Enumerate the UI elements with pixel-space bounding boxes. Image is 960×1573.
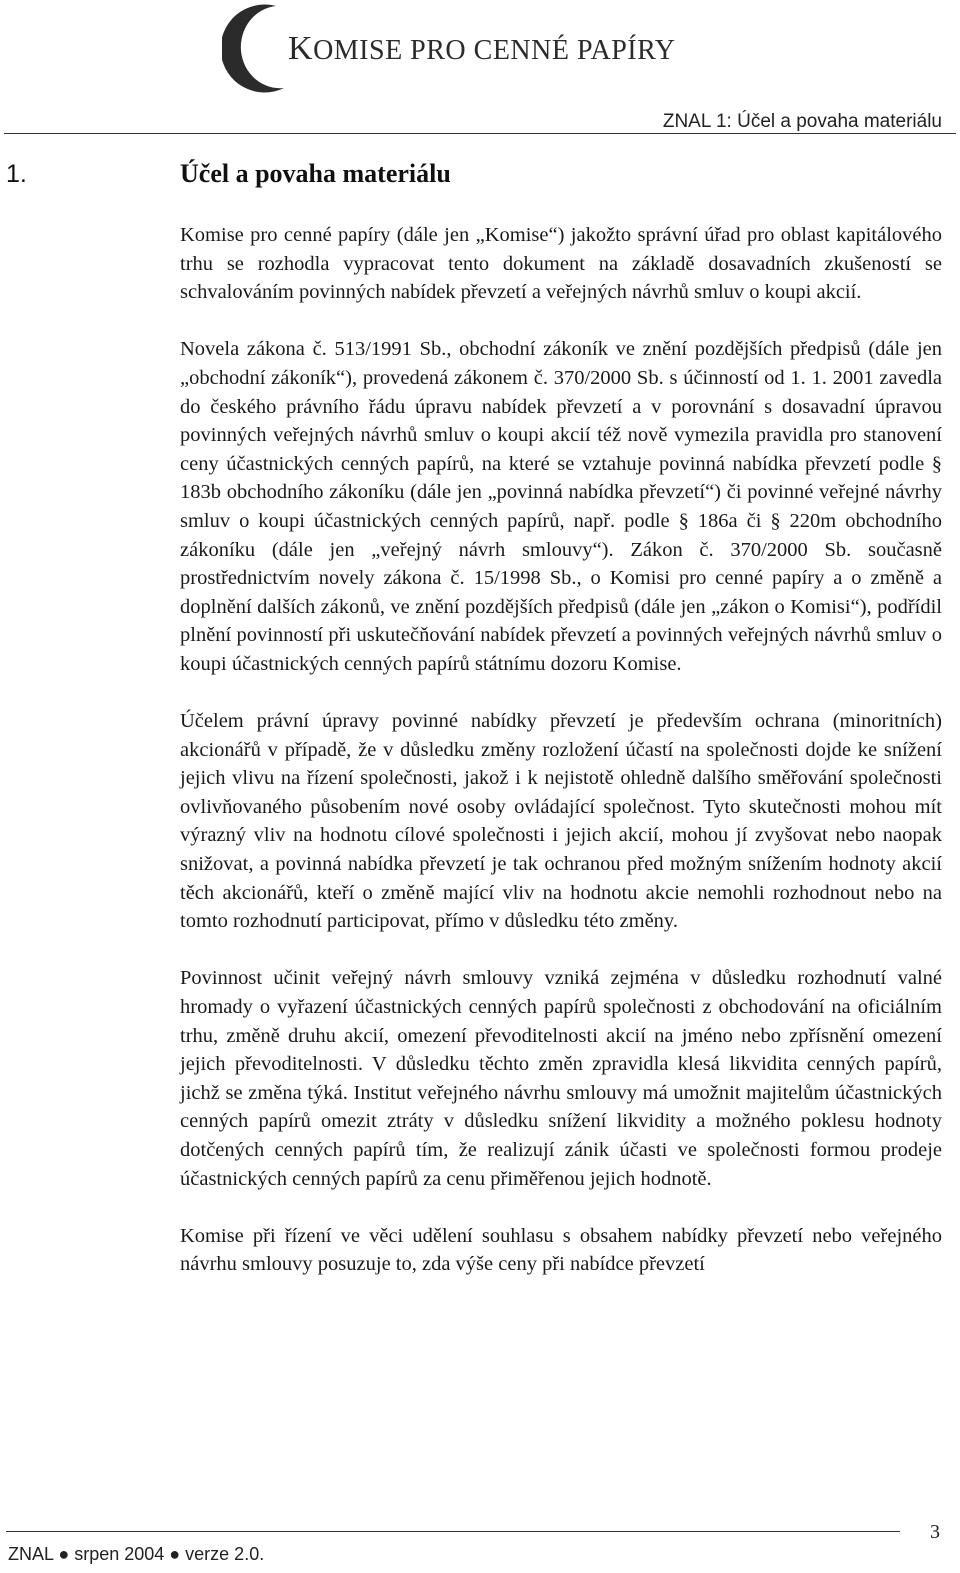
footer-label: ZNAL ● srpen 2004 ● verze 2.0. [8,1544,265,1564]
header-section-label: ZNAL 1: Účel a povaha materiálu [662,111,942,132]
logo-initial: K [288,30,314,67]
logo-wordmark [288,30,675,68]
paragraph: Novela zákona č. 513/1991 Sb., obchodní zákoník ve znění pozdějších předpisů (dále jen „obchodní zákoník“), provedená zákonem č. 370/2000 Sb. s účinností od 1. 1. 2001 zavedla do českého právního řádu úpravu nabídek převzetí a v porovnání s dosavadní úpravou povinných veřejných návrhů smluv o koupi akcií též nově vymezila pravidla pro stanovení ceny účastnických cenných papírů, na které se vztahuje povinná nabídka převzetí podle § 183b obchodního zákoníku (dále jen „povinná nabídka převzetí“) či povinné veřejné návrhy smluv o koupi účastnických cenných papírů, např. podle § 186a či § 220m obchodního zákoníku (dále jen „veřejný návrh smlouvy“). Zákon č. 370/2000 Sb. současně prostřednictvím novely zákona č. 15/1998 Sb., o Komisi pro cenné papíry a o změně a doplnění dalších zákonů, ve znění pozdějších předpisů (dále jen „zákon o Komisi“), podřídil plnění povinností při uskutečňování nabídek převzetí a povinných veřejných návrhů smluv o koupi účastnických cenných papírů státnímu dozoru Komise. [180,338,942,675]
paragraph: Komise pro cenné papíry (dále jen „Komise“) jakožto správní úřad pro oblast kapitálového trhu se rozhodla vypracovat tento dokument na základě dosavadních zkušeností se schvalováním povinných nabídek převzetí a veřejných návrhů smluv o koupi akcií. [180,224,942,304]
paragraph: Povinnost učinit veřejný návrh smlouvy vzniká zejména v důsledku rozhodnutí valné hromady o vyřazení účastnických cenných papírů společnosti z obchodování na oficiálním trhu, změně druhu akcií, omezení převoditelnosti akcií na jméno nebo zpřísnění omezení jejich převoditelnosti. V důsledku těchto změn zpravidla klesá likvidita cenných papírů, jichž se změna týká. Institut veřejného návrhu smlouvy má umožnit majitelům účastnických cenných papírů omezit ztráty v důsledku snížení likvidity a možného poklesu hodnoty dotčených cenných papírů tím, že realizují zánik účasti ve společnosti formou prodeje účastnických cenných papírů za cenu přiměřenou jejich hodnotě. [180,967,942,1190]
section-number: 1. [6,160,27,188]
logo-rest: OMISE PRO CENNÉ PAPÍRY [313,35,676,66]
paragraph: Komise při řízení ve věci udělení souhlasu s obsahem nabídky převzetí nebo veřejného návrhu smlouvy posuzuje to, zda výše ceny při nabídce převzetí [180,1224,942,1276]
footer-divider [6,1531,900,1532]
header-divider [4,133,956,134]
page-number: 3 [930,1521,940,1543]
section-title: Účel a povaha materiálu [180,159,451,188]
document-body [180,221,942,1279]
paragraph: Účelem právní úpravy povinné nabídky převzetí je především ochrana (minoritních) akcionářů v případě, že v důsledku změny rozložení účastí na společnosti dojde ke snížení jejich vlivu na řízení společnosti, jakož i k nejistotě ohledně dalšího směřování společnosti ovlivňovaného působením nové osoby ovládající společnost. Tyto skutečnosti mohou mít výrazný vliv na hodnotu cílové společnosti i jejich akcií, mohou jí zvyšovat nebo naopak snižovat, a povinná nabídka převzetí je tak ochranou před možným snížením hodnoty akcií těch akcionářů, kteří o změně mající vliv na hodnotu akcie nemohli rozhodnout nebo na tomto rozhodnutí participovat, přímo v důsledku této změny. [180,710,942,933]
kcp-logo [222,0,702,96]
